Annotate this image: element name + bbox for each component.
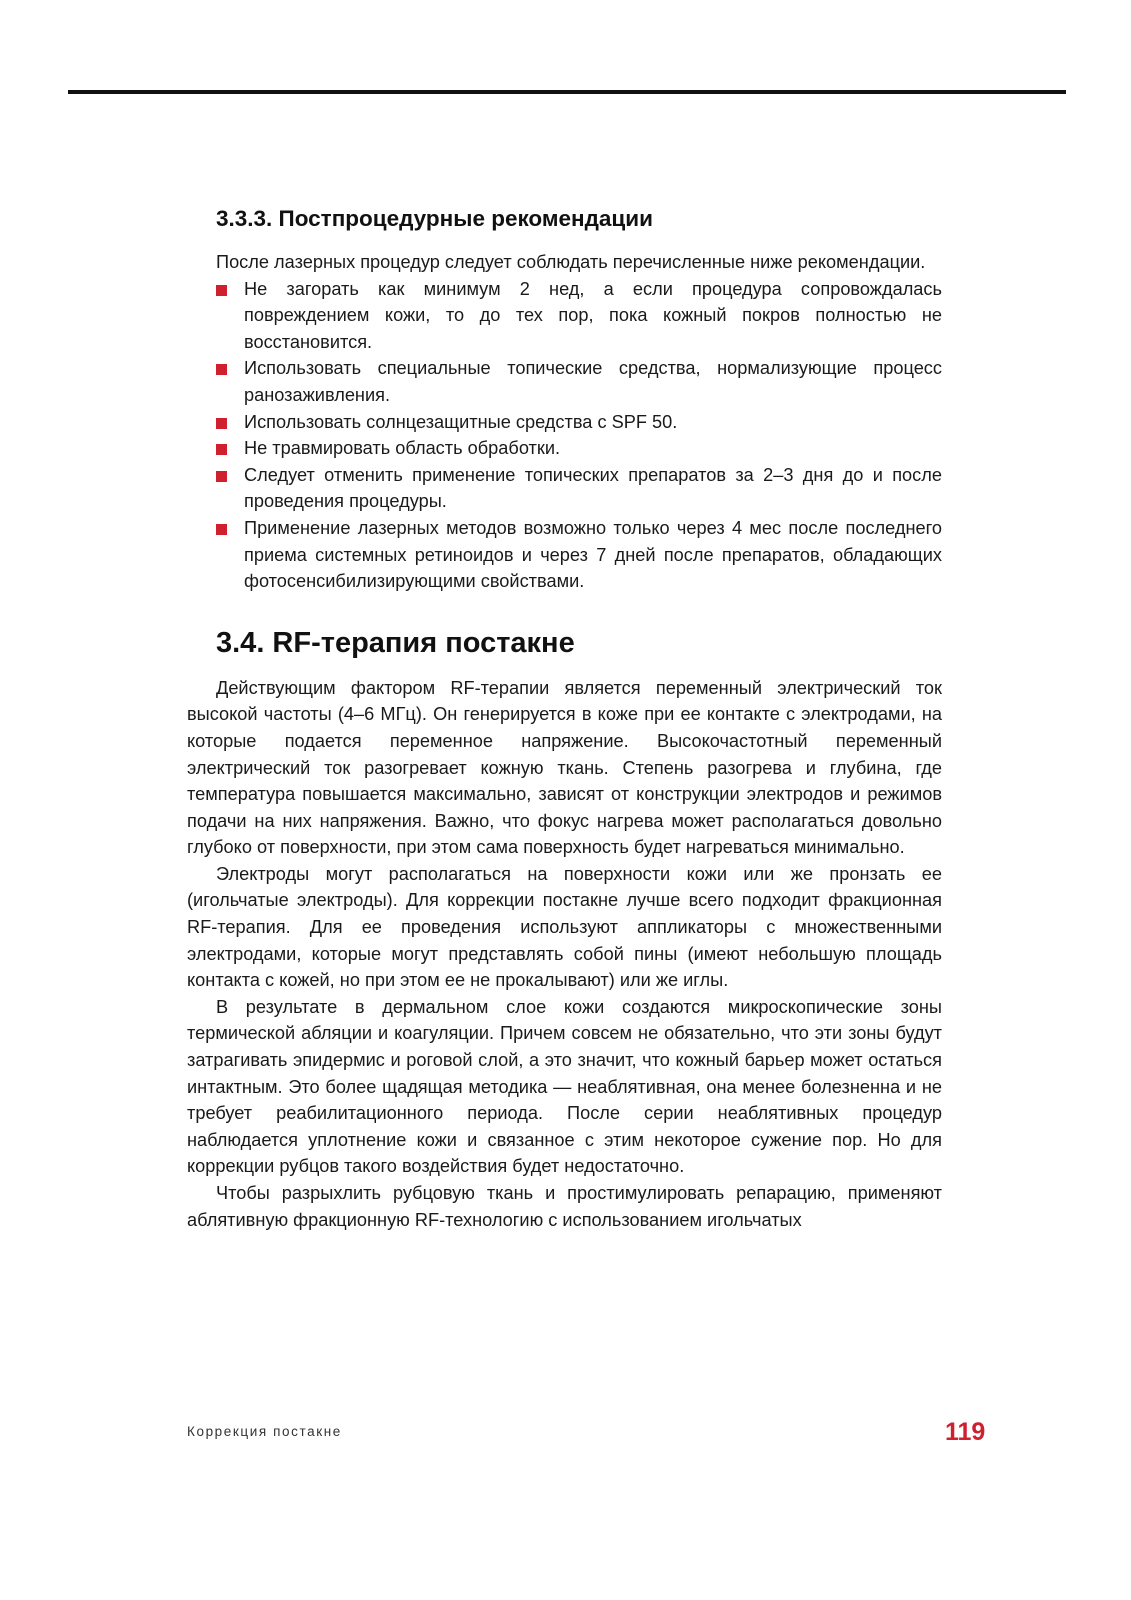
body-paragraph: Чтобы разрыхлить рубцовую ткань и простимулировать репарацию, применяют аблятивную фракционную RF-технологию с использованием игольчатых [187,1183,942,1230]
list-item: Использовать солнцезащитные средства с SPF 50. [244,409,942,436]
bullet-square-icon [216,418,227,429]
subsection-title: 3.3.3. Постпроцедурные рекомендации [216,206,653,231]
bullet-square-icon [216,364,227,375]
bullet-square-icon [216,285,227,296]
list-item: Не травмировать область обработки. [244,435,942,462]
body-paragraph: Электроды могут располагаться на поверхности кожи или же пронзать ее (игольчатые электроды). Для коррекции постакне лучше всего подходит фракционная RF-терапия. Для ее проведения используют аппликаторы с множественными электродами, которые могут представлять собой пины (имеют небольшую площадь контакта с кожей, но при этом ее не прокалывают) или же иглы. [187,863,942,991]
header-rule [68,90,1066,94]
bullet-square-icon [216,444,227,455]
list-item: Следует отменить применение топических препаратов за 2–3 дня до и после проведения процедуры. [244,462,942,515]
list-item: Использовать специальные топические средства, нормализующие процесс ранозаживления. [244,355,942,408]
recommendations-list [187,276,942,595]
page-content [187,203,942,1233]
bullet-square-icon [216,524,227,535]
section-title: 3.4. RF-терапия постакне [216,626,575,659]
subsection-intro: После лазерных процедур следует соблюдать перечисленные ниже рекомендации. [216,252,926,272]
body-paragraph: В результате в дермальном слое кожи создаются микроскопические зоны термической абляции и коагуляции. Причем совсем не обязательно, что эти зоны будут затрагивать эпидермис и роговой слой, а это значит, что кожный барьер может остаться интактным. Это более щадящая методика — неаблятивная, она менее болезненна и не требует реабилитационного периода. После серии неаблятивных процедур наблюдается уплотнение кожи и связанное с этим некоторое сужение пор. Но для коррекции рубцов такого воздействия будет недостаточно. [187,996,942,1177]
body-paragraph: Действующим фактором RF-терапии является переменный электрический ток высокой частоты (4–6 МГц). Он генерируется в коже при ее контакте с электродами, на которые подается переменное напряжение. Высокочастотный переменный электрический ток разогревает кожную ткань. Степень разогрева и глубина, где температура повышается максимально, зависят от конструкции электродов и режимов подачи на них напряжения. Важно, что фокус нагрева может располагаться довольно глубоко от поверхности, при этом сама поверхность будет нагреваться минимально. [187,677,942,858]
list-item: Не загорать как минимум 2 нед, а если процедура сопровождалась повреждением кожи, то до тех пор, пока кожный покров полностью не восстановится. [244,276,942,356]
running-title: Коррекция постакне [187,1424,342,1439]
bullet-square-icon [216,471,227,482]
list-item: Применение лазерных методов возможно только через 4 мес после последнего приема системных ретиноидов и через 7 дней после препаратов, обладающих фотосенсибилизирующими свойствами. [244,515,942,595]
page-number: 119 [945,1418,986,1446]
